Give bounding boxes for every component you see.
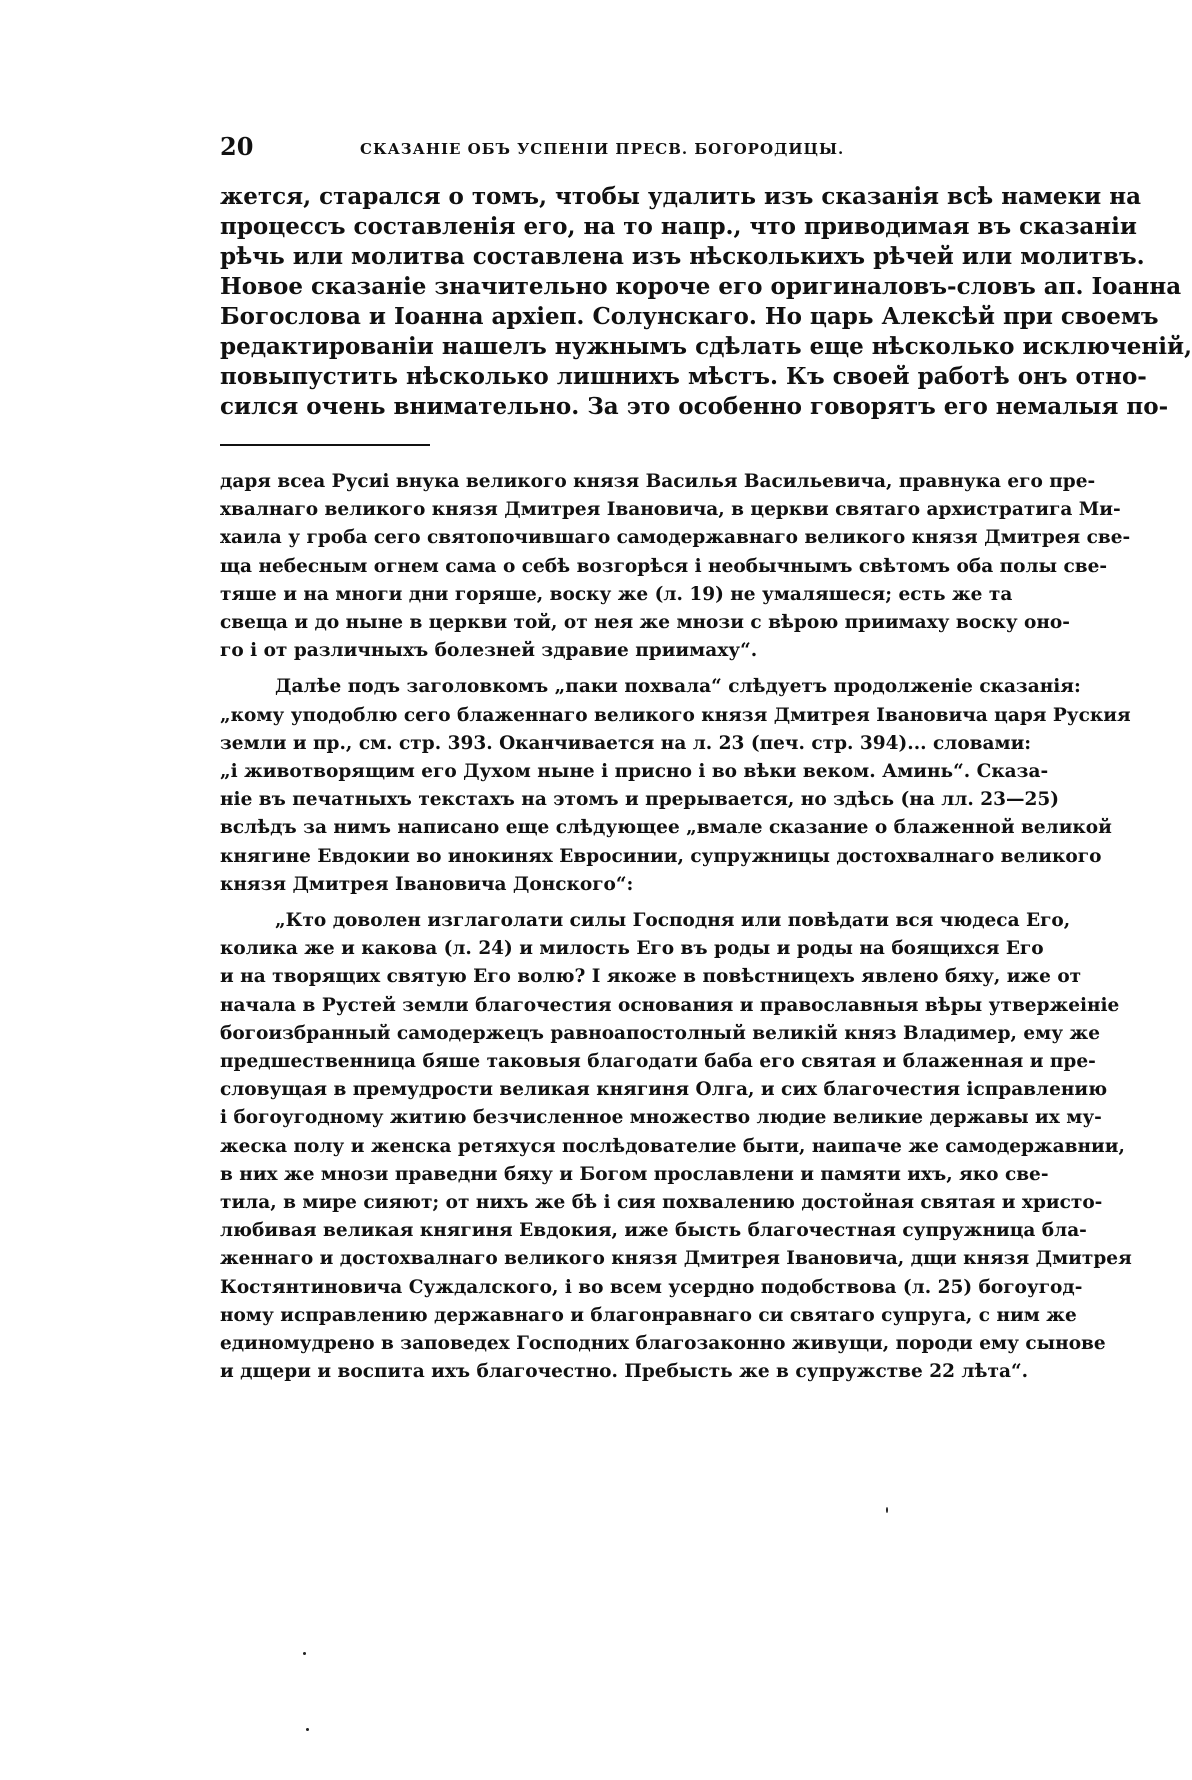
quote-line: в них же мнози праведни бяху и Богом прославлени и памяти ихъ, яко све- <box>220 1163 1049 1185</box>
quote-line: предшественница бяше таковыя благодати баба его святая и блаженная и пре- <box>220 1051 1096 1073</box>
main-text-line: Новое сказаніе значительно короче его оригиналовъ-словъ ап. Іоанна <box>220 273 1182 300</box>
quote-line: единомудрено в заповедех Господних благозаконно живущи, породи ему сынове <box>220 1333 1106 1355</box>
quote-line: тила, в мире сияют; от нихъ же бѣ і сия похвалению достойная святая и христо- <box>220 1192 1103 1214</box>
footnote-line: ща небесным огнем сама о себѣ возгорѣся і необычнымъ свѣтомъ оба полы све- <box>220 555 1108 577</box>
main-text-line: повыпустить нѣсколько лишнихъ мѣстъ. Къ своей работѣ онъ отно- <box>220 363 1147 390</box>
quote-line: Костянтиновича Суждалского, і во всем усердно подобствова (л. 25) богоугод- <box>220 1276 1083 1298</box>
paragraph-line: вслѣдъ за нимъ написано еще слѣдующее „вмале сказание о блаженной великой <box>220 817 1112 839</box>
notes-section <box>220 468 1132 1387</box>
main-text-line: жется, старался о томъ, чтобы удалить изъ сказанія всѣ намеки на <box>220 183 1141 210</box>
quote-line: начала в Рустей земли благочестия основания и православныя вѣры утвержеініе <box>220 994 1120 1016</box>
print-speck <box>306 1728 309 1731</box>
footnote-line: тяше и на многи дни горяше, воску же (л. 19) не умаляшеся; есть же та <box>220 583 1013 605</box>
quote-line: любивая великая княгиня Евдокия, иже бысть благочестная супружница бла- <box>220 1220 1087 1242</box>
footnote-line: хвалнаго великого князя Дмитрея Івановича, в церкви святаго архистратига Ми- <box>220 499 1121 521</box>
footnote-line: хаила у гроба сего святопочившаго самодержавнаго великого князя Дмитрея све- <box>220 527 1131 549</box>
main-text-line: процессъ составленія его, на то напр., что приводимая въ сказаніи <box>220 213 1137 240</box>
quote-line: и на творящих святую Его волю? І якоже в повѣстницехъ явлено бяху, иже от <box>220 966 1082 988</box>
footnote-line: свеща и до ныне в церкви той, от нея же мнози с вѣрою приимаху воску оно- <box>220 612 1070 634</box>
main-text-line: сился очень внимательно. За это особенно говорятъ его немалыя по- <box>220 393 1169 420</box>
book-page <box>220 128 1192 1387</box>
footnote-rule <box>220 444 430 446</box>
main-text-line: редактированіи нашелъ нужнымъ сдѣлать еще нѣсколько исключеній, <box>220 333 1192 360</box>
running-title: СКАЗАНІЕ ОБЪ УСПЕНІИ ПРЕСВ. БОГОРОДИЦЫ. <box>360 140 845 158</box>
quote-line: ному исправлению державнаго и благонравнаго си святаго супруга, с ним же <box>220 1304 1077 1326</box>
paragraph-line: княгине Евдокии во инокинях Евросинии, супружницы достохвалнаго великого <box>220 845 1102 867</box>
quote-line: і богоугодному житию безчисленное множество людие великие державы их му- <box>220 1107 1102 1129</box>
main-text-line: Богослова и Іоанна архіеп. Солунскаго. Но царь Алексѣй при своемъ <box>220 303 1159 330</box>
page-header <box>220 128 930 168</box>
footnote-line: даря всеа Русиі внука великого князя Василья Васильевича, правнука его пре- <box>220 471 1096 492</box>
print-speck <box>886 1507 888 1513</box>
quotation <box>220 907 1132 1386</box>
footnote-line: го і от различныхъ болезней здравие приимаху“. <box>220 640 758 662</box>
paragraph-line: „і животворящим его Духом ныне і присно і во вѣки веком. Аминь“. Сказа- <box>220 761 1049 783</box>
print-speck <box>303 1652 306 1655</box>
page-number: 20 <box>220 132 254 161</box>
paragraph-line: Далѣе подъ заголовкомъ „паки похвала“ слѣдуетъ продолженіе сказанія: <box>275 676 1081 698</box>
quote-line: женнаго и достохвалнаго великого князя Дмитрея Івановича, дщи князя Дмитрея <box>220 1248 1132 1270</box>
paragraph-line: „кому уподоблю сего блаженнаго великого князя Дмитрея Івановича царя Руския <box>220 704 1131 726</box>
paragraph-line: князя Дмитрея Івановича Донского“: <box>220 873 634 895</box>
quote-line: „Кто доволен изглаголати силы Господня или повѣдати вся чюдеса Его, <box>275 910 1071 932</box>
paragraph <box>220 673 1131 899</box>
quote-line: богоизбранный самодержецъ равноапостолный великій княз Владимер, ему же <box>220 1022 1100 1044</box>
footnote <box>220 468 1131 665</box>
quote-line: жеска полу и женска ретяхуся послѣдователие быти, наипаче же самодержавнии, <box>220 1135 1125 1157</box>
quote-line: и дщери и воспита ихъ благочестно. Пребысть же в супружстве 22 лѣта“. <box>220 1361 1029 1383</box>
main-text <box>220 182 1192 422</box>
main-text-line: рѣчь или молитва составлена изъ нѣсколькихъ рѣчей или молитвъ. <box>220 243 1145 270</box>
quote-line: словущая в премудрости великая княгиня Олга, и сих благочестия ісправлению <box>220 1079 1108 1101</box>
quote-line: колика же и какова (л. 24) и милость Его въ роды и роды на боящихся Его <box>220 938 1044 960</box>
paragraph-line: земли и пр., см. стр. 393. Оканчивается на л. 23 (печ. стр. 394)... словами: <box>220 732 1032 754</box>
paragraph-line: ніе въ печатныхъ текстахъ на этомъ и прерывается, но здѣсь (на лл. 23—25) <box>220 789 1059 811</box>
